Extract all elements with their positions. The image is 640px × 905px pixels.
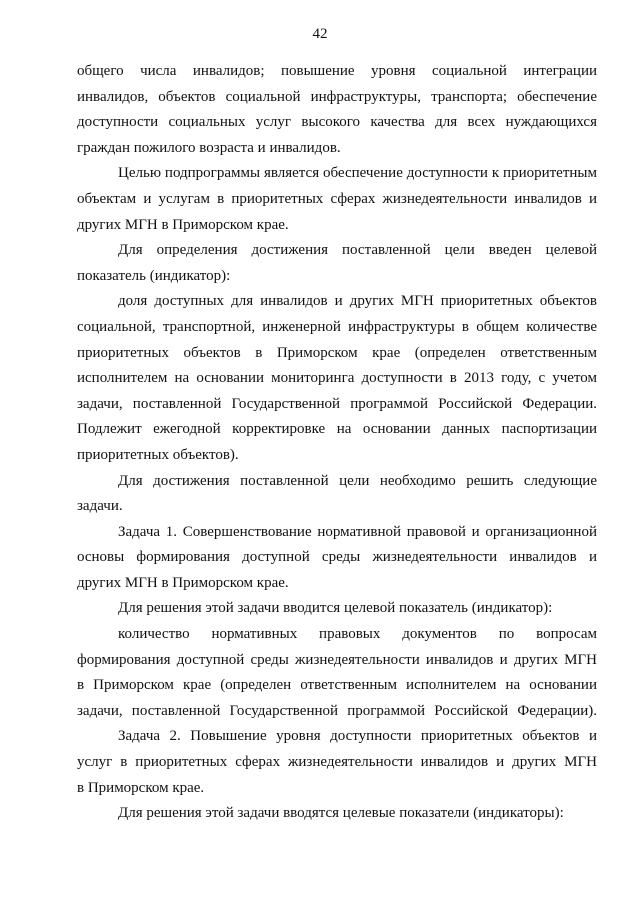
text-line: доля доступных для инвалидов и других МГН приоритетных объектов [118,293,597,310]
text-line: показатель (индикатор): [77,267,231,284]
text-line: объектам и услугам в приоритетных сферах жизнедеятельности инвалидов и [77,190,597,207]
text-line: Для определения достижения поставленной цели введен целевой [118,242,597,259]
text-line: других МГН в Приморском крае. [77,216,289,233]
text-line: Целью подпрограммы является обеспечение доступности к приоритетным [118,165,597,182]
text-line: исполнителем на основании мониторинга доступности в 2013 году, с учетом [77,370,597,387]
document-body [77,59,597,827]
text-line: Подлежит ежегодной корректировке на основании данных паспортизации [77,421,597,438]
text-line: социальной, транспортной, инженерной инфраструктуры в общем количестве [77,318,597,335]
page-number: 42 [312,26,328,42]
text-line: основы формирования доступной среды жизнедеятельности инвалидов и [77,549,597,566]
text-line: Для достижения поставленной цели необходимо решить следующие [118,472,597,489]
text-line: Задача 1. Совершенствование нормативной правовой и организационной [118,523,597,540]
text-line: в Приморском крае (определен ответственным исполнителем на основании [77,677,597,694]
text-line: задачи. [77,498,123,515]
text-line: инвалидов, объектов социальной инфраструктуры, транспорта; обеспечение [77,88,597,105]
text-line: граждан пожилого возраста и инвалидов. [77,139,341,156]
text-line: услуг в приоритетных сферах жизнедеятельности инвалидов и других МГН [77,754,597,771]
text-line: Задача 2. Повышение уровня доступности приоритетных объектов и [118,728,597,745]
text-line: других МГН в Приморском крае. [77,574,289,591]
text-line: задачи, поставленной Государственной программой Российской Федерации. [77,395,597,412]
text-line: Для решения этой задачи вводятся целевые показатели (индикаторы): [118,805,564,822]
text-line: количество нормативных правовых документов по вопросам [118,626,597,643]
text-line: формирования доступной среды жизнедеятельности инвалидов и других МГН [77,651,597,668]
text-line: приоритетных объектов в Приморском крае (определен ответственным [77,344,597,361]
text-line: приоритетных объектов). [77,446,239,463]
text-line: общего числа инвалидов; повышение уровня социальной интеграции [77,63,597,79]
text-line: доступности социальных услуг высокого качества для всех нуждающихся [77,114,597,131]
text-line: задачи, поставленной Государственной программой Российской Федерации). [77,702,597,719]
text-line: Для решения этой задачи вводится целевой показатель (индикатор): [118,600,553,617]
text-line: в Приморском крае. [77,779,205,796]
